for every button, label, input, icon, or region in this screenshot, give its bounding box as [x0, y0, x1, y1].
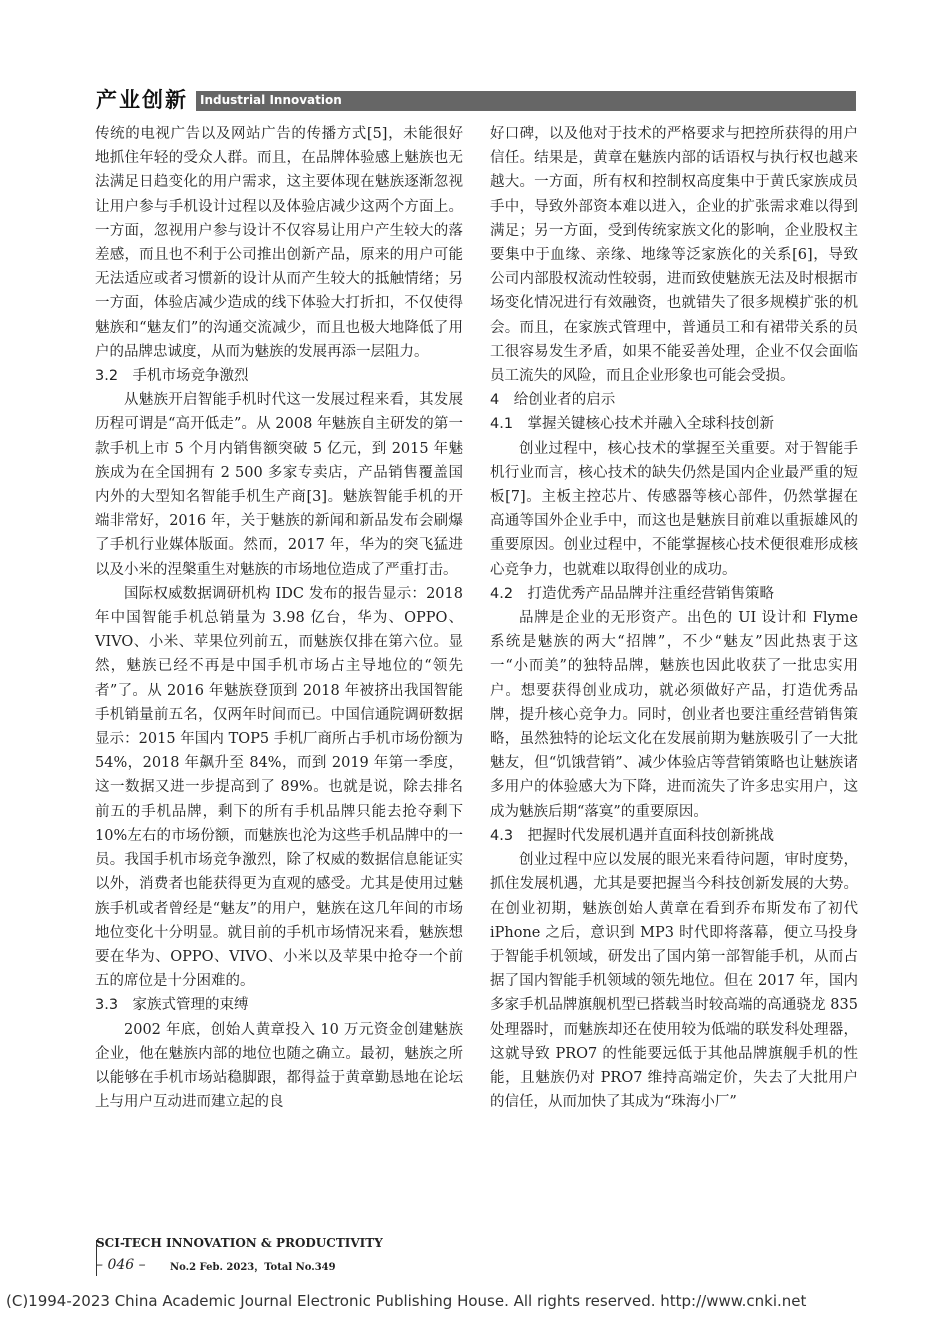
section-heading: 4.1 掌握关键核心技术并融入全球科技创新: [490, 416, 775, 433]
paragraph: 创业过程中，核心技术的掌握至关重要。对于智能手机行业而言，核心技术的缺失仍然是国内企业最严重的短板[7]。主板主控芯片、传感器等核心部件，仍然掌握在高通等国外企业手中，而这也是魅族目前难以重振雄风的重要原因。创业过程中，不能掌握核心技术便很难形成核心竞争力，也就难以取得创业的成功。: [490, 440, 858, 578]
section-title-en: Industrial Innovation: [200, 93, 342, 107]
section-heading: 4.3 把握时代发展机遇并直面科技创新挑战: [490, 827, 775, 844]
section-heading: 4.2 打造优秀产品品牌并注重经营销售策略: [490, 585, 775, 602]
paragraph: 国际权威数据调研机构 IDC 发布的报告显示：2018 年中国智能手机总销量为 3.98 亿台，华为、OPPO、VIVO、小米、苹果位列前五，而魅族仅排在第六位。显然，魅族已经不再是中国手机市场占主导地位的“领先者”了。从 2016 年魅族登顶到 2018 年被挤出我国智能手机销量前五名，仅两年时间而已。中国信通院调研数据显示：2015 年国内 TOP5 手机厂商所占手机市场份额为 54%，2018 年飙升至 84%，而到 2019 年第一季度，这一数据又进一步提高到了 89%。也就是说，除去排名前五的手机品牌，剩下的所有手机品牌只能去抢夺剩下 10%左右的市场份额，而魅族也沦为这些手机品牌中的一员。我国手机市场竞争激烈，除了权威的数据信息能证实以外，消费者也能获得更为直观的感受。尤其是使用过魅族手机或者曾经是“魅友”的用户，魅族在这几年间的市场地位变化十分明显。就目前的手机市场情况来看，魅族想要在华为、OPPO、VIVO、小米以及苹果中抢夺一个前五的席位是十分困难的。: [95, 585, 463, 990]
issue-info: No.2 Feb. 2023，Total No.349: [170, 1262, 336, 1273]
paragraph: 传统的电视广告以及网站广告的传播方式[5]，未能很好地抓住年轻的受众人群。而且，在品牌体验感上魅族也无法满足日趋变化的用户需求，这主要体现在魅族逐渐忽视让用户参与手机设计过程以及体验店减少这两个方面上。一方面，忽视用户参与设计不仅容易让用户产生较大的落差感，而且也不利于公司推出创新产品，原来的用户可能无法适应或者习惯新的设计从而产生较大的抵触情绪；另一方面，体验店减少造成的线下体验大打折扣，不仅使得魅族和“魅友们”的沟通交流减少，而且也极大地降低了用户的品牌忠诚度，从而为魅族的发展再添一层阻力。: [95, 126, 463, 360]
journal-header: [96, 84, 856, 114]
left-column: [95, 122, 463, 1114]
section-heading: 3.3 家族式管理的束缚: [95, 997, 249, 1014]
journal-name: SCI-TECH INNOVATION & PRODUCTIVITY: [96, 1236, 383, 1250]
paragraph: 从魅族开启智能手机时代这一发展过程来看，其发展历程可谓是“高开低走”。从 2008 年魅族自主研发的第一款手机上市 5 个月内销售额突破 5 亿元，到 2015 年魅族成为在全国拥有 2 500 多家专卖店，产品销售覆盖国内外的大型知名智能手机生产商[3]。魅族智能手机的开端非常好，2016 年，关于魅族的新闻和新品发布会刷爆了手机行业媒体版面。然而，2017 年，华为的突飞猛进以及小米的涅槃重生对魅族的市场地位造成了严重打击。: [95, 392, 463, 578]
right-column: [490, 122, 858, 1114]
paragraph: 2002 年底，创始人黄章投入 10 万元资金创建魅族企业，他在魅族内部的地位也随之确立。最初，魅族之所以能够在手机市场站稳脚跟，都得益于黄章勤恳地在论坛上与用户互动进而建立起的良: [95, 1021, 463, 1111]
section-title-bar: [196, 91, 856, 111]
page-number: – 046 –: [96, 1257, 146, 1273]
copyright-line: (C)1994-2023 China Academic Journal Electronic Publishing House. All rights reserved. http://www.cnki.net: [6, 1292, 807, 1310]
paragraph: 好口碑，以及他对于技术的严格要求与把控所获得的用户信任。结果是，黄章在魅族内部的话语权与执行权也越来越大。一方面，所有权和控制权高度集中于黄氏家族成员手中，导致外部资本难以进入，企业的扩张需求难以得到满足；另一方面，受到传统家族文化的影响，企业股权主要集中于血缘、亲缘、地缘等泛家族化的关系[6]，导致公司内部股权流动性较弱，进而致使魅族无法及时根据市场变化情况进行有效融资，也就错失了很多规模扩张的机会。而且，在家族式管理中，普通员工和有裙带关系的员工很容易发生矛盾，如果不能妥善处理，企业不仅会面临员工流失的风险，而且企业形象也可能会受损。: [490, 126, 858, 385]
section-heading: 4 给创业者的启示: [490, 392, 616, 409]
section-title-cn: 产业创新: [96, 88, 188, 112]
section-heading: 3.2 手机市场竞争激烈: [95, 368, 249, 385]
paragraph: 创业过程中应以发展的眼光来看待问题，审时度势，抓住发展机遇，尤其是要把握当今科技创新发展的大势。在创业初期，魅族创始人黄章在看到乔布斯发布了初代 iPhone 之后，意识到 MP3 时代即将落幕，便立马投身于智能手机领域，研发出了国内第一部智能手机，从而占据了国内智能手机领域的领先地位。但在 2017 年，国内多家手机品牌旗舰机型已搭载当时较高端的高通骁龙 835 处理器时，而魅族却还在使用较为低端的联发科处理器，这就导致 PRO7 的性能要远低于其他品牌旗舰手机的性能，且魅族仍对 PRO7 维持高端定价，失去了大批用户的信任，从而加快了其成为“珠海小厂”: [490, 852, 858, 1111]
paragraph: 品牌是企业的无形资产。出色的 UI 设计和 Flyme 系统是魅族的两大“招牌”，不少“魅友”因此热衷于这一“小而美”的独特品牌，魅族也因此收获了一批忠实用户。想要获得创业成功，就必须做好产品，打造优秀品牌，提升核心竞争力。同时，创业者也要注重经营销售策略，虽然独特的论坛文化在发展前期为魅族吸引了一大批魅友，但“饥饿营销”、减少体验店等营销策略也让魅族诸多用户的体验感大为下降，进而流失了许多忠实用户，这成为魅族后期“落寞”的重要原因。: [490, 610, 858, 820]
